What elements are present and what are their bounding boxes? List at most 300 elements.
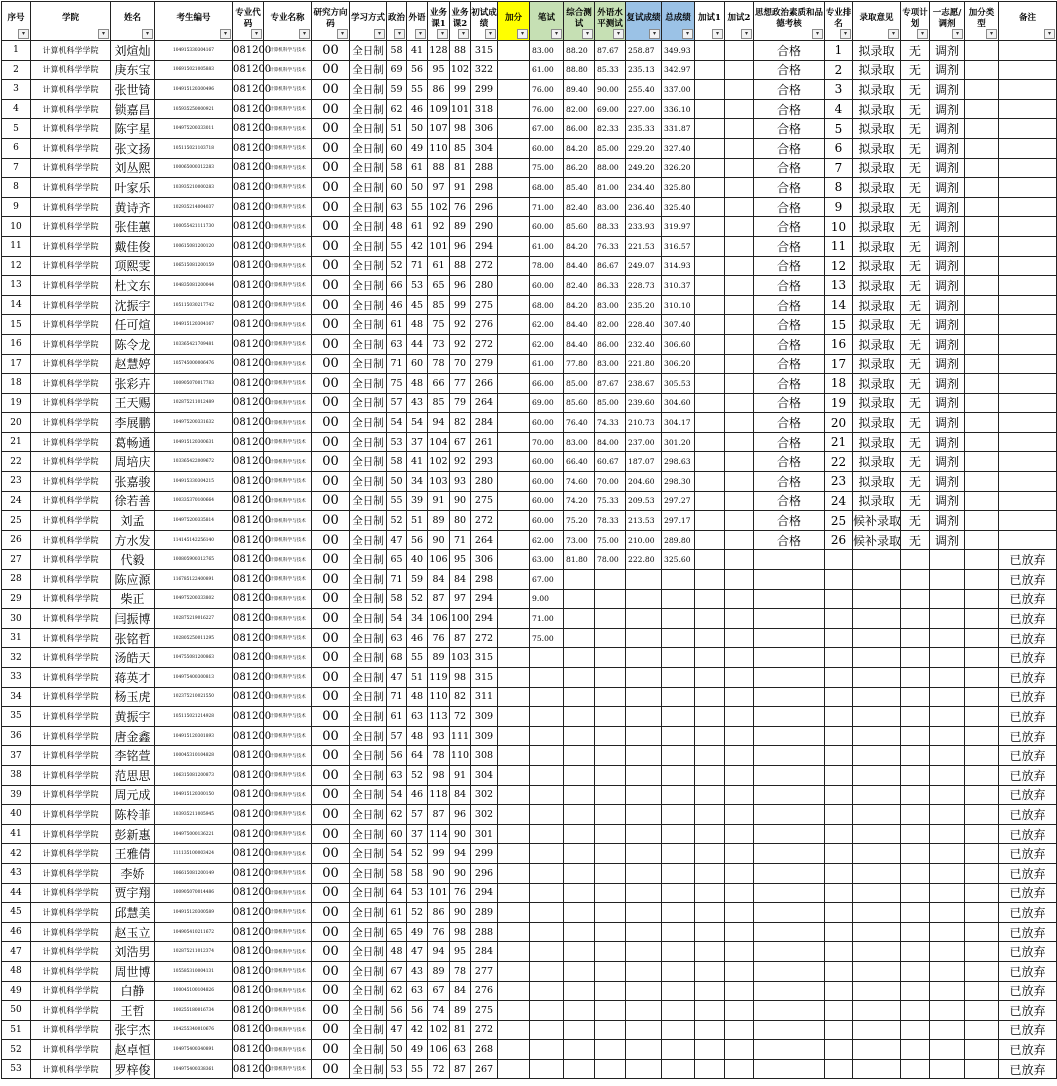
- cell-langtest[interactable]: [595, 961, 626, 981]
- cell-rank[interactable]: 1: [825, 41, 853, 61]
- cell-lang[interactable]: 44: [407, 334, 428, 354]
- cell-rank[interactable]: [825, 570, 853, 590]
- cell-comp[interactable]: [564, 589, 595, 609]
- cell-moral[interactable]: [754, 824, 825, 844]
- cell-total[interactable]: [662, 824, 695, 844]
- cell-college[interactable]: 计算机科学学院: [31, 746, 111, 766]
- cell-retest[interactable]: [626, 1020, 662, 1040]
- cell-lang[interactable]: 48: [407, 687, 428, 707]
- cell-langtest[interactable]: [595, 824, 626, 844]
- cell-add1[interactable]: [695, 178, 725, 198]
- cell-rank[interactable]: 26: [825, 530, 853, 550]
- filter-dropdown-button[interactable]: [712, 29, 723, 39]
- cell-rank[interactable]: 11: [825, 236, 853, 256]
- cell-major[interactable]: 计算机科学与技术: [264, 589, 312, 609]
- cell-moral[interactable]: [754, 550, 825, 570]
- cell-dir[interactable]: 00: [312, 903, 350, 923]
- cell-no[interactable]: 38: [2, 765, 31, 785]
- cell-major[interactable]: 计算机科学与技术: [264, 393, 312, 413]
- cell-code[interactable]: 081200: [233, 1040, 264, 1060]
- cell-retest[interactable]: [626, 668, 662, 688]
- cell-langtest[interactable]: 75.33: [595, 491, 626, 511]
- cell-comp[interactable]: [564, 765, 595, 785]
- cell-opinion[interactable]: 拟录取: [853, 334, 901, 354]
- cell-dir[interactable]: 00: [312, 785, 350, 805]
- filter-dropdown-button[interactable]: [251, 29, 262, 39]
- cell-special[interactable]: [901, 589, 930, 609]
- cell-college[interactable]: 计算机科学学院: [31, 432, 111, 452]
- cell-remark[interactable]: [999, 491, 1057, 511]
- cell-special[interactable]: 无: [901, 354, 930, 374]
- cell-rank[interactable]: [825, 824, 853, 844]
- cell-code[interactable]: 081200: [233, 746, 264, 766]
- cell-politics[interactable]: 60: [387, 824, 407, 844]
- cell-special[interactable]: [901, 805, 930, 825]
- cell-comp[interactable]: [564, 805, 595, 825]
- cell-sub2[interactable]: 111: [450, 726, 471, 746]
- cell-pref[interactable]: [930, 844, 965, 864]
- cell-rank[interactable]: 13: [825, 276, 853, 296]
- cell-remark[interactable]: [999, 530, 1057, 550]
- cell-dir[interactable]: 00: [312, 99, 350, 119]
- filter-dropdown-button[interactable]: [485, 29, 496, 39]
- cell-bonus[interactable]: [498, 80, 530, 100]
- cell-btype[interactable]: [965, 158, 999, 178]
- cell-code[interactable]: 081200: [233, 158, 264, 178]
- cell-moral[interactable]: 合格: [754, 80, 825, 100]
- cell-dir[interactable]: 00: [312, 158, 350, 178]
- cell-special[interactable]: [901, 981, 930, 1001]
- cell-dir[interactable]: 00: [312, 805, 350, 825]
- cell-add2[interactable]: [725, 138, 754, 158]
- cell-sub1[interactable]: 89: [428, 961, 450, 981]
- cell-sub2[interactable]: 98: [450, 922, 471, 942]
- cell-dir[interactable]: 00: [312, 354, 350, 374]
- cell-add1[interactable]: [695, 824, 725, 844]
- filter-dropdown-button[interactable]: [840, 29, 851, 39]
- cell-college[interactable]: 计算机科学学院: [31, 334, 111, 354]
- cell-comp[interactable]: [564, 844, 595, 864]
- cell-written[interactable]: 75.00: [530, 158, 564, 178]
- cell-written[interactable]: 60.00: [530, 138, 564, 158]
- cell-sub1[interactable]: 72: [428, 1059, 450, 1079]
- cell-btype[interactable]: [965, 805, 999, 825]
- cell-add2[interactable]: [725, 354, 754, 374]
- cell-name[interactable]: 叶家乐: [111, 178, 155, 198]
- cell-dir[interactable]: 00: [312, 844, 350, 864]
- cell-bonus[interactable]: [498, 746, 530, 766]
- cell-college[interactable]: 计算机科学学院: [31, 981, 111, 1001]
- cell-add1[interactable]: [695, 530, 725, 550]
- cell-langtest[interactable]: 83.00: [595, 354, 626, 374]
- cell-retest[interactable]: 238.67: [626, 374, 662, 394]
- cell-btype[interactable]: [965, 785, 999, 805]
- cell-college[interactable]: 计算机科学学院: [31, 1059, 111, 1079]
- cell-remark[interactable]: [999, 276, 1057, 296]
- cell-rank[interactable]: [825, 687, 853, 707]
- cell-sub1[interactable]: 87: [428, 589, 450, 609]
- cell-no[interactable]: 17: [2, 354, 31, 374]
- cell-opinion[interactable]: [853, 981, 901, 1001]
- cell-pref[interactable]: [930, 550, 965, 570]
- cell-add1[interactable]: [695, 472, 725, 492]
- cell-special[interactable]: [901, 746, 930, 766]
- cell-retest[interactable]: [626, 903, 662, 923]
- cell-major[interactable]: 计算机科学与技术: [264, 570, 312, 590]
- cell-no[interactable]: 49: [2, 981, 31, 1001]
- cell-retest[interactable]: [626, 687, 662, 707]
- cell-moral[interactable]: 合格: [754, 60, 825, 80]
- cell-special[interactable]: [901, 883, 930, 903]
- cell-pref[interactable]: 调剂: [930, 119, 965, 139]
- cell-comp[interactable]: 88.80: [564, 60, 595, 80]
- cell-politics[interactable]: 63: [387, 334, 407, 354]
- cell-add1[interactable]: [695, 41, 725, 61]
- cell-id[interactable]: 105935250000921: [155, 99, 233, 119]
- cell-sub1[interactable]: 101: [428, 236, 450, 256]
- cell-total[interactable]: 297.17: [662, 511, 695, 531]
- cell-add2[interactable]: [725, 1059, 754, 1079]
- cell-politics[interactable]: 54: [387, 844, 407, 864]
- cell-add1[interactable]: [695, 570, 725, 590]
- cell-name[interactable]: 任可煊: [111, 315, 155, 335]
- cell-written[interactable]: 78.00: [530, 256, 564, 276]
- cell-mode[interactable]: 全日制: [350, 119, 387, 139]
- cell-add1[interactable]: [695, 707, 725, 727]
- cell-retest[interactable]: 235.33: [626, 119, 662, 139]
- cell-politics[interactable]: 50: [387, 472, 407, 492]
- cell-id[interactable]: 106315081200873: [155, 765, 233, 785]
- cell-written[interactable]: [530, 805, 564, 825]
- cell-dir[interactable]: 00: [312, 413, 350, 433]
- cell-prelim[interactable]: 288: [471, 922, 498, 942]
- cell-remark[interactable]: 已放弃: [999, 589, 1057, 609]
- cell-sub2[interactable]: 82: [450, 687, 471, 707]
- cell-opinion[interactable]: [853, 570, 901, 590]
- cell-retest[interactable]: 221.80: [626, 354, 662, 374]
- cell-name[interactable]: 闫振博: [111, 609, 155, 629]
- cell-written[interactable]: [530, 726, 564, 746]
- cell-bonus[interactable]: [498, 570, 530, 590]
- cell-langtest[interactable]: 76.33: [595, 236, 626, 256]
- cell-no[interactable]: 11: [2, 236, 31, 256]
- cell-comp[interactable]: [564, 981, 595, 1001]
- cell-sub2[interactable]: 76: [450, 197, 471, 217]
- cell-mode[interactable]: 全日制: [350, 354, 387, 374]
- cell-langtest[interactable]: [595, 1059, 626, 1079]
- cell-prelim[interactable]: 294: [471, 589, 498, 609]
- cell-opinion[interactable]: 拟录取: [853, 452, 901, 472]
- cell-remark[interactable]: 已放弃: [999, 746, 1057, 766]
- cell-add2[interactable]: [725, 570, 754, 590]
- cell-id[interactable]: 114145142256140: [155, 530, 233, 550]
- cell-sub1[interactable]: 110: [428, 687, 450, 707]
- cell-mode[interactable]: 全日制: [350, 472, 387, 492]
- cell-prelim[interactable]: 284: [471, 942, 498, 962]
- cell-remark[interactable]: 已放弃: [999, 726, 1057, 746]
- cell-btype[interactable]: [965, 374, 999, 394]
- cell-prelim[interactable]: 296: [471, 863, 498, 883]
- cell-moral[interactable]: 合格: [754, 236, 825, 256]
- cell-moral[interactable]: [754, 687, 825, 707]
- cell-total[interactable]: 304.60: [662, 393, 695, 413]
- cell-special[interactable]: [901, 609, 930, 629]
- cell-lang[interactable]: 52: [407, 765, 428, 785]
- cell-name[interactable]: 张世锜: [111, 80, 155, 100]
- filter-dropdown-button[interactable]: [220, 29, 231, 39]
- cell-special[interactable]: [901, 648, 930, 668]
- cell-special[interactable]: 无: [901, 197, 930, 217]
- cell-lang[interactable]: 41: [407, 452, 428, 472]
- cell-written[interactable]: 69.00: [530, 393, 564, 413]
- cell-politics[interactable]: 58: [387, 41, 407, 61]
- cell-bonus[interactable]: [498, 687, 530, 707]
- cell-remark[interactable]: [999, 99, 1057, 119]
- cell-add1[interactable]: [695, 863, 725, 883]
- cell-comp[interactable]: 73.00: [564, 530, 595, 550]
- cell-mode[interactable]: 全日制: [350, 589, 387, 609]
- cell-add2[interactable]: [725, 256, 754, 276]
- filter-dropdown-button[interactable]: [1044, 29, 1055, 39]
- cell-lang[interactable]: 56: [407, 60, 428, 80]
- cell-opinion[interactable]: [853, 746, 901, 766]
- cell-sub1[interactable]: 128: [428, 41, 450, 61]
- cell-pref[interactable]: 调剂: [930, 178, 965, 198]
- cell-add2[interactable]: [725, 687, 754, 707]
- cell-mode[interactable]: 全日制: [350, 1040, 387, 1060]
- cell-sub2[interactable]: 84: [450, 570, 471, 590]
- cell-sub1[interactable]: 97: [428, 178, 450, 198]
- cell-sub2[interactable]: 99: [450, 80, 471, 100]
- cell-total[interactable]: 314.93: [662, 256, 695, 276]
- cell-college[interactable]: 计算机科学学院: [31, 1020, 111, 1040]
- cell-dir[interactable]: 00: [312, 981, 350, 1001]
- cell-bonus[interactable]: [498, 119, 530, 139]
- cell-name[interactable]: 刘孟: [111, 511, 155, 531]
- cell-pref[interactable]: 调剂: [930, 158, 965, 178]
- cell-college[interactable]: 计算机科学学院: [31, 99, 111, 119]
- cell-rank[interactable]: 18: [825, 374, 853, 394]
- cell-major[interactable]: 计算机科学与技术: [264, 981, 312, 1001]
- cell-name[interactable]: 张嘉骏: [111, 472, 155, 492]
- cell-add2[interactable]: [725, 197, 754, 217]
- cell-no[interactable]: 36: [2, 726, 31, 746]
- cell-comp[interactable]: 75.20: [564, 511, 595, 531]
- cell-special[interactable]: 无: [901, 178, 930, 198]
- cell-comp[interactable]: 89.40: [564, 80, 595, 100]
- cell-langtest[interactable]: 60.67: [595, 452, 626, 472]
- cell-langtest[interactable]: [595, 903, 626, 923]
- cell-add1[interactable]: [695, 217, 725, 237]
- cell-college[interactable]: 计算机科学学院: [31, 236, 111, 256]
- cell-special[interactable]: 无: [901, 158, 930, 178]
- cell-add2[interactable]: [725, 452, 754, 472]
- cell-major[interactable]: 计算机科学与技术: [264, 550, 312, 570]
- cell-pref[interactable]: [930, 922, 965, 942]
- cell-pref[interactable]: [930, 961, 965, 981]
- cell-moral[interactable]: 合格: [754, 530, 825, 550]
- cell-pref[interactable]: 调剂: [930, 354, 965, 374]
- cell-add1[interactable]: [695, 236, 725, 256]
- cell-written[interactable]: 62.00: [530, 530, 564, 550]
- cell-politics[interactable]: 66: [387, 276, 407, 296]
- cell-id[interactable]: 102805250011295: [155, 628, 233, 648]
- cell-langtest[interactable]: [595, 844, 626, 864]
- cell-comp[interactable]: [564, 648, 595, 668]
- cell-name[interactable]: 赵卓恒: [111, 1040, 155, 1060]
- cell-code[interactable]: 081200: [233, 961, 264, 981]
- cell-politics[interactable]: 58: [387, 452, 407, 472]
- cell-sub1[interactable]: 102: [428, 452, 450, 472]
- cell-id[interactable]: 100045100104826: [155, 981, 233, 1001]
- cell-no[interactable]: 16: [2, 334, 31, 354]
- cell-rank[interactable]: 5: [825, 119, 853, 139]
- cell-code[interactable]: 081200: [233, 334, 264, 354]
- cell-langtest[interactable]: 83.00: [595, 295, 626, 315]
- cell-politics[interactable]: 58: [387, 863, 407, 883]
- cell-sub1[interactable]: 99: [428, 844, 450, 864]
- cell-code[interactable]: 081200: [233, 99, 264, 119]
- cell-pref[interactable]: [930, 942, 965, 962]
- cell-total[interactable]: 305.53: [662, 374, 695, 394]
- cell-dir[interactable]: 00: [312, 746, 350, 766]
- cell-total[interactable]: [662, 1059, 695, 1079]
- cell-add1[interactable]: [695, 628, 725, 648]
- cell-prelim[interactable]: 267: [471, 1059, 498, 1079]
- cell-lang[interactable]: 57: [407, 805, 428, 825]
- cell-major[interactable]: 计算机科学与技术: [264, 863, 312, 883]
- cell-sub1[interactable]: 102: [428, 1020, 450, 1040]
- cell-opinion[interactable]: [853, 844, 901, 864]
- cell-major[interactable]: 计算机科学与技术: [264, 1040, 312, 1060]
- cell-major[interactable]: 计算机科学与技术: [264, 138, 312, 158]
- cell-sub2[interactable]: 84: [450, 981, 471, 1001]
- cell-written[interactable]: 67.00: [530, 570, 564, 590]
- cell-politics[interactable]: 71: [387, 570, 407, 590]
- cell-add2[interactable]: [725, 413, 754, 433]
- cell-college[interactable]: 计算机科学学院: [31, 942, 111, 962]
- cell-bonus[interactable]: [498, 393, 530, 413]
- cell-lang[interactable]: 39: [407, 491, 428, 511]
- cell-special[interactable]: [901, 785, 930, 805]
- cell-major[interactable]: 计算机科学与技术: [264, 432, 312, 452]
- cell-add1[interactable]: [695, 942, 725, 962]
- cell-lang[interactable]: 46: [407, 785, 428, 805]
- cell-sub2[interactable]: 102: [450, 60, 471, 80]
- cell-lang[interactable]: 55: [407, 80, 428, 100]
- cell-moral[interactable]: 合格: [754, 354, 825, 374]
- cell-rank[interactable]: 19: [825, 393, 853, 413]
- cell-no[interactable]: 12: [2, 256, 31, 276]
- cell-major[interactable]: 计算机科学与技术: [264, 99, 312, 119]
- cell-college[interactable]: 计算机科学学院: [31, 805, 111, 825]
- cell-remark[interactable]: 已放弃: [999, 648, 1057, 668]
- cell-no[interactable]: 6: [2, 138, 31, 158]
- cell-id[interactable]: 116785122400891: [155, 570, 233, 590]
- cell-special[interactable]: [901, 570, 930, 590]
- cell-college[interactable]: 计算机科学学院: [31, 765, 111, 785]
- cell-rank[interactable]: [825, 903, 853, 923]
- cell-name[interactable]: 唐金鑫: [111, 726, 155, 746]
- cell-special[interactable]: 无: [901, 393, 930, 413]
- cell-dir[interactable]: 00: [312, 491, 350, 511]
- cell-code[interactable]: 081200: [233, 863, 264, 883]
- cell-prelim[interactable]: 299: [471, 80, 498, 100]
- cell-retest[interactable]: 234.40: [626, 178, 662, 198]
- cell-rank[interactable]: 22: [825, 452, 853, 472]
- cell-code[interactable]: 081200: [233, 1020, 264, 1040]
- cell-politics[interactable]: 51: [387, 119, 407, 139]
- cell-politics[interactable]: 61: [387, 707, 407, 727]
- cell-mode[interactable]: 全日制: [350, 707, 387, 727]
- cell-moral[interactable]: 合格: [754, 374, 825, 394]
- cell-code[interactable]: 081200: [233, 511, 264, 531]
- cell-dir[interactable]: 00: [312, 687, 350, 707]
- cell-btype[interactable]: [965, 707, 999, 727]
- cell-sub2[interactable]: 95: [450, 942, 471, 962]
- cell-total[interactable]: [662, 1040, 695, 1060]
- cell-sub2[interactable]: 101: [450, 99, 471, 119]
- cell-sub1[interactable]: 76: [428, 628, 450, 648]
- cell-langtest[interactable]: 87.67: [595, 41, 626, 61]
- cell-opinion[interactable]: [853, 648, 901, 668]
- cell-no[interactable]: 53: [2, 1059, 31, 1079]
- cell-retest[interactable]: [626, 844, 662, 864]
- cell-retest[interactable]: 249.20: [626, 158, 662, 178]
- cell-prelim[interactable]: 261: [471, 432, 498, 452]
- cell-langtest[interactable]: 85.00: [595, 393, 626, 413]
- cell-written[interactable]: 67.00: [530, 119, 564, 139]
- cell-special[interactable]: 无: [901, 315, 930, 335]
- cell-politics[interactable]: 63: [387, 628, 407, 648]
- cell-langtest[interactable]: [595, 1001, 626, 1021]
- cell-major[interactable]: 计算机科学与技术: [264, 765, 312, 785]
- cell-politics[interactable]: 59: [387, 80, 407, 100]
- cell-id[interactable]: 105585310004131: [155, 961, 233, 981]
- cell-mode[interactable]: 全日制: [350, 648, 387, 668]
- cell-college[interactable]: 计算机科学学院: [31, 256, 111, 276]
- cell-add2[interactable]: [725, 530, 754, 550]
- cell-mode[interactable]: 全日制: [350, 178, 387, 198]
- cell-opinion[interactable]: 拟录取: [853, 491, 901, 511]
- cell-comp[interactable]: 82.40: [564, 197, 595, 217]
- cell-mode[interactable]: 全日制: [350, 687, 387, 707]
- cell-name[interactable]: 柴正: [111, 589, 155, 609]
- cell-politics[interactable]: 62: [387, 981, 407, 1001]
- cell-add2[interactable]: [725, 80, 754, 100]
- cell-sub1[interactable]: 95: [428, 60, 450, 80]
- cell-no[interactable]: 31: [2, 628, 31, 648]
- cell-pref[interactable]: 调剂: [930, 491, 965, 511]
- cell-name[interactable]: 杨玉虎: [111, 687, 155, 707]
- cell-remark[interactable]: 已放弃: [999, 570, 1057, 590]
- cell-mode[interactable]: 全日制: [350, 1059, 387, 1079]
- cell-opinion[interactable]: [853, 589, 901, 609]
- cell-btype[interactable]: [965, 354, 999, 374]
- cell-rank[interactable]: [825, 805, 853, 825]
- cell-moral[interactable]: [754, 785, 825, 805]
- cell-rank[interactable]: 24: [825, 491, 853, 511]
- cell-code[interactable]: 081200: [233, 413, 264, 433]
- cell-remark[interactable]: 已放弃: [999, 765, 1057, 785]
- cell-total[interactable]: 298.30: [662, 472, 695, 492]
- cell-total[interactable]: [662, 961, 695, 981]
- cell-bonus[interactable]: [498, 197, 530, 217]
- cell-prelim[interactable]: 294: [471, 609, 498, 629]
- cell-remark[interactable]: 已放弃: [999, 628, 1057, 648]
- cell-btype[interactable]: [965, 628, 999, 648]
- cell-bonus[interactable]: [498, 236, 530, 256]
